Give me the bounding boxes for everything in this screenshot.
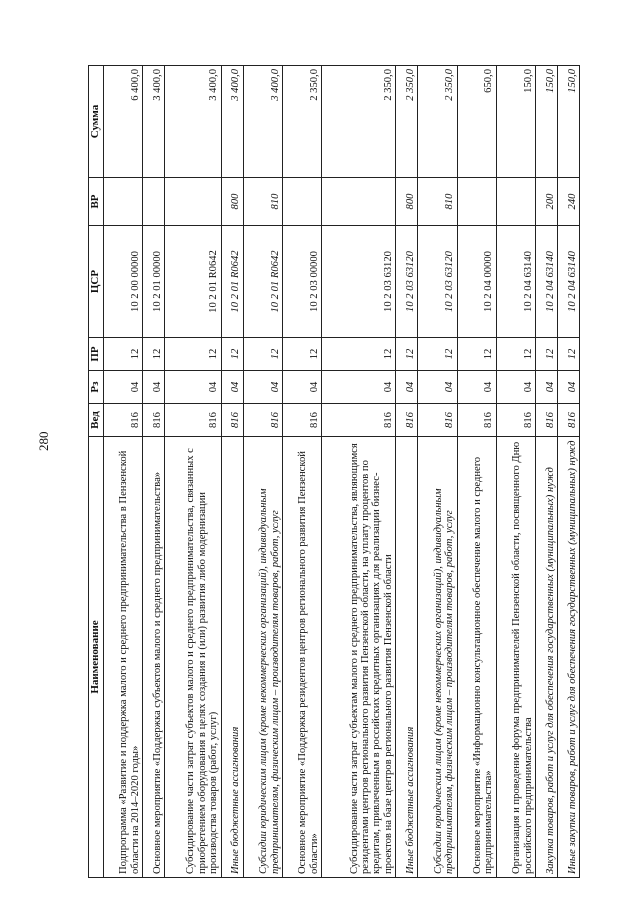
cell-sum: 150,0 [558,66,580,178]
cell-ved: 816 [457,404,496,437]
table-row [536,66,558,878]
cell-csr: 10 2 01 R0642 [165,226,222,338]
cell-ved: 816 [282,404,321,437]
cell-pr: 12 [396,338,418,371]
cell-sum: 3 400,0 [143,66,165,178]
cell-sum: 3 400,0 [221,66,243,178]
cell-csr: 10 2 03 63120 [396,226,418,338]
cell-sum: 2 350,0 [418,66,457,178]
cell-ved: 816 [322,404,396,437]
cell-csr: 10 2 04 63140 [536,226,558,338]
budget-table-container [88,66,588,878]
cell-name: Субсидии юридическим лицам (кроме некоммерческих организаций), индивидуальным предпринимателям, физическим лицам – производителям товаров, работ, услуг [243,437,282,878]
table-row [165,66,222,878]
cell-csr: 10 2 03 00000 [282,226,321,338]
table-row [221,66,243,878]
cell-pr: 12 [536,338,558,371]
table-row [322,66,396,878]
cell-vr: 800 [221,178,243,226]
header-sum: Сумма [89,66,104,178]
cell-pr: 12 [221,338,243,371]
cell-name: Основное мероприятие «Информационно консультационное обеспечение малого и среднего предпринимательства» [457,437,496,878]
cell-rz: 04 [536,371,558,404]
cell-rz: 04 [282,371,321,404]
cell-csr: 10 2 04 63140 [558,226,580,338]
header-csr: ЦСР [89,226,104,338]
table-body [103,66,579,878]
table-row [457,66,496,878]
cell-rz: 04 [221,371,243,404]
cell-sum: 2 350,0 [322,66,396,178]
cell-vr: 800 [396,178,418,226]
cell-sum: 6 400,0 [103,66,142,178]
cell-sum: 150,0 [496,66,535,178]
cell-rz: 04 [396,371,418,404]
cell-name: Субсидии юридическим лицам (кроме некоммерческих организаций), индивидуальным предпринимателям, физическим лицам – производителям товаров, работ, услуг [418,437,457,878]
table-row [558,66,580,878]
page-number: 280 [36,431,51,451]
cell-pr: 12 [322,338,396,371]
cell-vr [322,178,396,226]
cell-name: Подпрограмма «Развитие и поддержка малого и среднего предпринимательства в Пензенской области на 2014–2020 годы» [103,437,142,878]
cell-rz: 04 [558,371,580,404]
cell-name: Основное мероприятие «Поддержка резидентов центров регионального развития Пензенской области» [282,437,321,878]
cell-ved: 816 [536,404,558,437]
cell-sum: 650,0 [457,66,496,178]
table-row [396,66,418,878]
table-row [496,66,535,878]
cell-ved: 816 [558,404,580,437]
header-name: Наименование [89,437,104,878]
cell-name: Закупка товаров, работ и услуг для обеспечения государственных (муниципальных) нужд [536,437,558,878]
table-header-row [89,66,104,878]
cell-csr: 10 2 01 R0642 [243,226,282,338]
cell-sum: 3 400,0 [165,66,222,178]
cell-vr: 810 [418,178,457,226]
cell-ved: 816 [103,404,142,437]
cell-name: Иные бюджетные ассигнования [221,437,243,878]
cell-csr: 10 2 04 63140 [496,226,535,338]
cell-vr: 810 [243,178,282,226]
cell-vr [143,178,165,226]
cell-name: Субсидирование части затрат субъектов малого и среднего предпринимательства, связанных с приобретением оборудования в целях создания и (или) развития либо модернизации производства товаров (работ, услуг) [165,437,222,878]
table-row [418,66,457,878]
cell-sum: 2 350,0 [396,66,418,178]
cell-sum: 150,0 [536,66,558,178]
header-ved: Вед [89,404,104,437]
cell-vr: 240 [558,178,580,226]
budget-table [88,65,580,878]
cell-name: Иные бюджетные ассигнования [396,437,418,878]
cell-ved: 816 [396,404,418,437]
table-row [282,66,321,878]
cell-ved: 816 [221,404,243,437]
cell-name: Организация и проведение форума предпринимателей Пензенской области, посвященного Дню российского предпринимательства [496,437,535,878]
cell-vr [457,178,496,226]
cell-sum: 3 400,0 [243,66,282,178]
cell-csr: 10 2 01 00000 [143,226,165,338]
cell-pr: 12 [243,338,282,371]
cell-name: Основное мероприятие «Поддержка субъектов малого и среднего предпринимательства» [143,437,165,878]
cell-vr: 200 [536,178,558,226]
cell-rz: 04 [418,371,457,404]
cell-pr: 12 [165,338,222,371]
cell-pr: 12 [496,338,535,371]
cell-vr [282,178,321,226]
cell-name: Иные закупки товаров, работ и услуг для обеспечения государственных (муниципальных) нужд [558,437,580,878]
cell-pr: 12 [143,338,165,371]
cell-ved: 816 [243,404,282,437]
table-row [103,66,142,878]
cell-vr [165,178,222,226]
cell-csr: 10 2 00 00000 [103,226,142,338]
cell-rz: 04 [103,371,142,404]
cell-ved: 816 [143,404,165,437]
cell-csr: 10 2 03 63120 [322,226,396,338]
cell-csr: 10 2 01 R0642 [221,226,243,338]
cell-vr [103,178,142,226]
cell-vr [496,178,535,226]
cell-ved: 816 [418,404,457,437]
header-rz: Рз [89,371,104,404]
table-row [243,66,282,878]
cell-csr: 10 2 04 00000 [457,226,496,338]
cell-pr: 12 [103,338,142,371]
cell-rz: 04 [243,371,282,404]
cell-csr: 10 2 03 63120 [418,226,457,338]
cell-pr: 12 [558,338,580,371]
cell-rz: 04 [143,371,165,404]
header-vr: ВР [89,178,104,226]
table-row [143,66,165,878]
cell-rz: 04 [457,371,496,404]
cell-name: Субсидирование части затрат субъектам малого и среднего предпринимательства, являющимся резидентами центров регионального развития Пензенской области, на уплату процентов по кредитам, привлеченным в российских кредитных организациях для реализации бизнес-проектов на базе центров регионального развития Пензенской области [322,437,396,878]
cell-pr: 12 [418,338,457,371]
cell-rz: 04 [165,371,222,404]
header-pr: ПР [89,338,104,371]
cell-ved: 816 [496,404,535,437]
cell-pr: 12 [282,338,321,371]
cell-pr: 12 [457,338,496,371]
cell-rz: 04 [322,371,396,404]
cell-rz: 04 [496,371,535,404]
cell-sum: 2 350,0 [282,66,321,178]
cell-ved: 816 [165,404,222,437]
